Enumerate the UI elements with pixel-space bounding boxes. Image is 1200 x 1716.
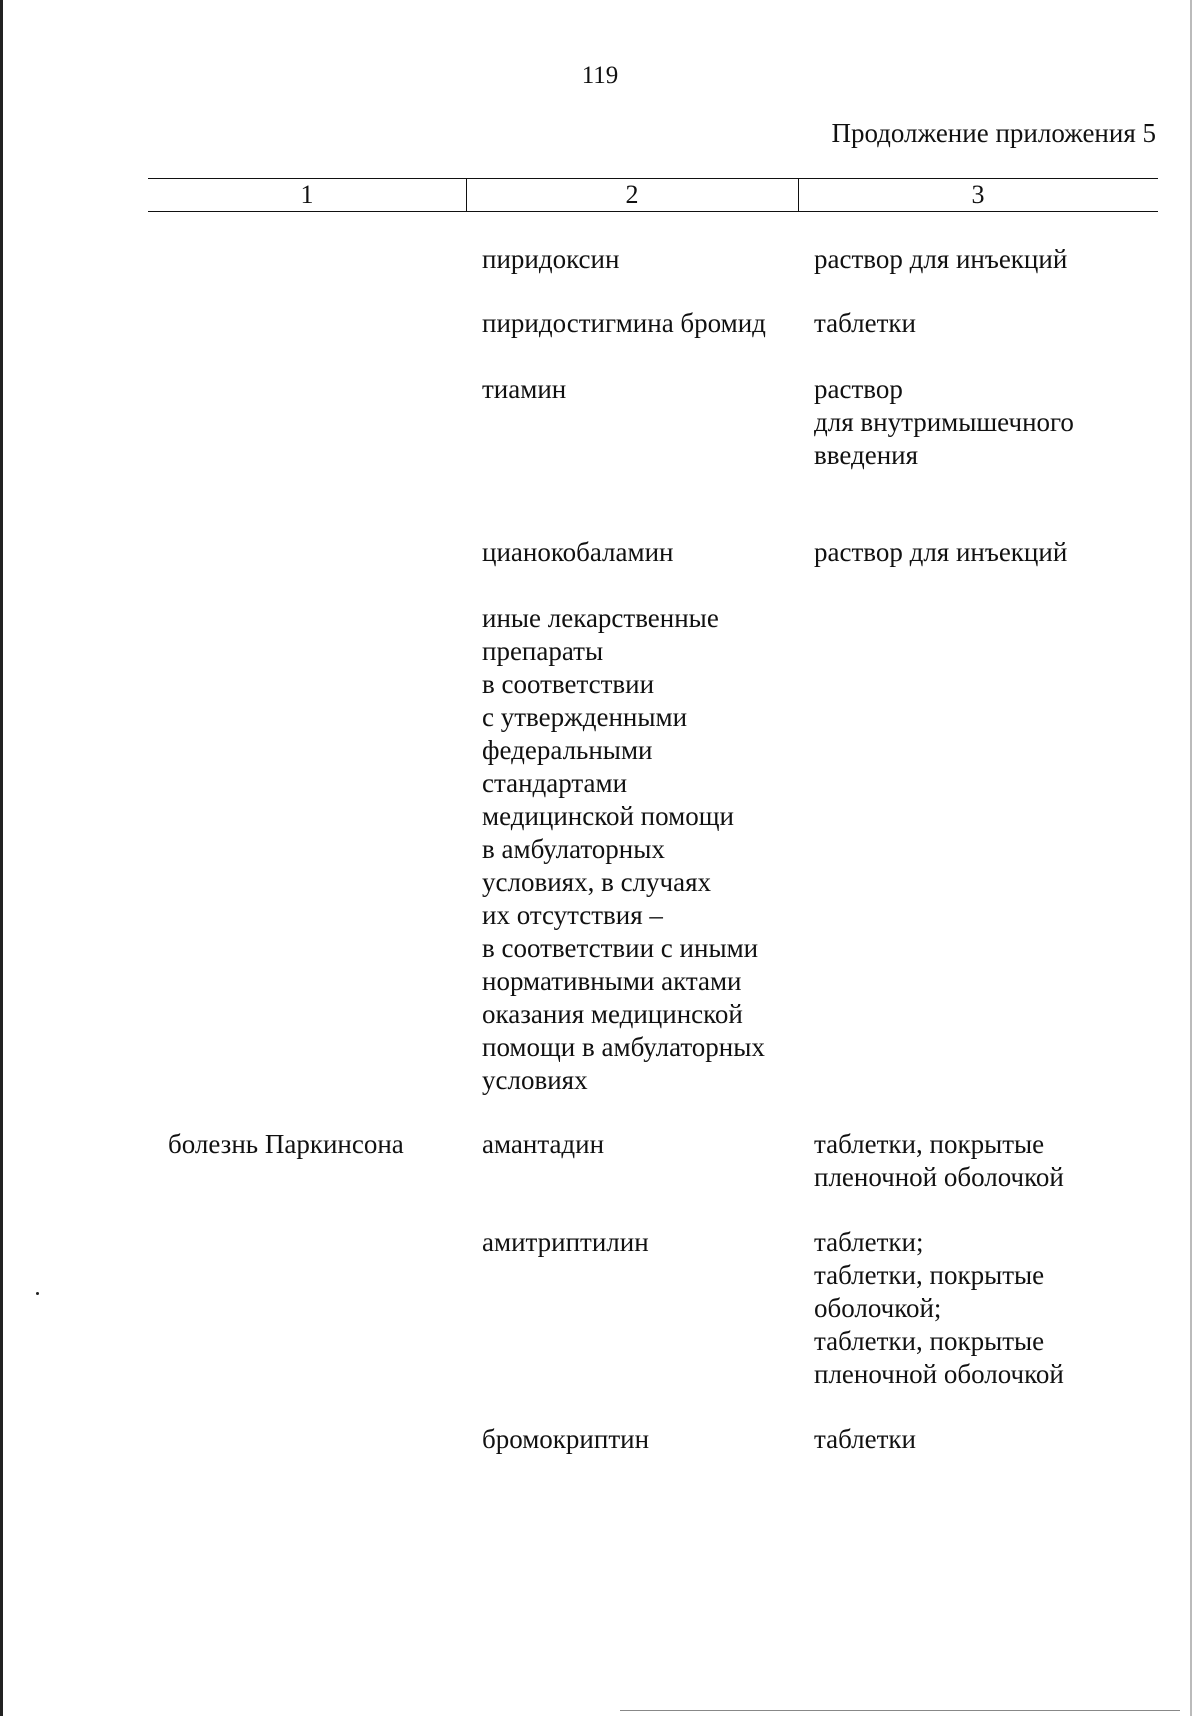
dosage-form: таблетки, покрытые пленочной оболочкой — [814, 1129, 1064, 1192]
scan-bottom-edge — [620, 1710, 1180, 1711]
disease-name: болезнь Паркинсона — [168, 1129, 404, 1159]
dosage-form: таблетки — [814, 1424, 917, 1454]
dosage-form: раствор для инъекций — [814, 537, 1068, 567]
table-header-top-rule — [148, 178, 1158, 179]
page-number: 119 — [581, 62, 619, 89]
column-header-1: 1 — [300, 180, 314, 209]
drug-name: пиридостигмина бромид — [482, 308, 766, 338]
continuation-label: Продолжение приложения 5 — [831, 118, 1156, 148]
scan-left-edge — [0, 0, 3, 1716]
scan-right-edge — [1190, 0, 1192, 1716]
dosage-form: таблетки — [814, 308, 917, 338]
drug-name: цианокобаламин — [482, 537, 674, 567]
drug-name: амантадин — [482, 1129, 605, 1159]
drug-name: иные лекарственные препараты в соответствии с утвержденными федеральными стандартами медицинской помощи в амбулаторных условиях, в случаях их отсутствия – в соответствии с иными нормативными актами оказания медицинской помощи в амбулаторных условиях — [482, 603, 765, 1095]
drug-name: тиамин — [482, 374, 567, 404]
drug-name: пиридоксин — [482, 244, 620, 274]
column-header-3: 3 — [971, 180, 985, 209]
scan-speck — [36, 1292, 39, 1295]
dosage-form: таблетки; таблетки, покрытые оболочкой; таблетки, покрытые пленочной оболочкой — [814, 1227, 1064, 1389]
table-header-bottom-rule — [148, 211, 1158, 212]
column-header-2: 2 — [625, 180, 639, 209]
drug-name: бромокриптин — [482, 1424, 650, 1454]
drug-name: амитриптилин — [482, 1227, 649, 1257]
dosage-form: раствор для внутримышечного введения — [814, 374, 1074, 470]
dosage-form: раствор для инъекций — [814, 244, 1068, 274]
